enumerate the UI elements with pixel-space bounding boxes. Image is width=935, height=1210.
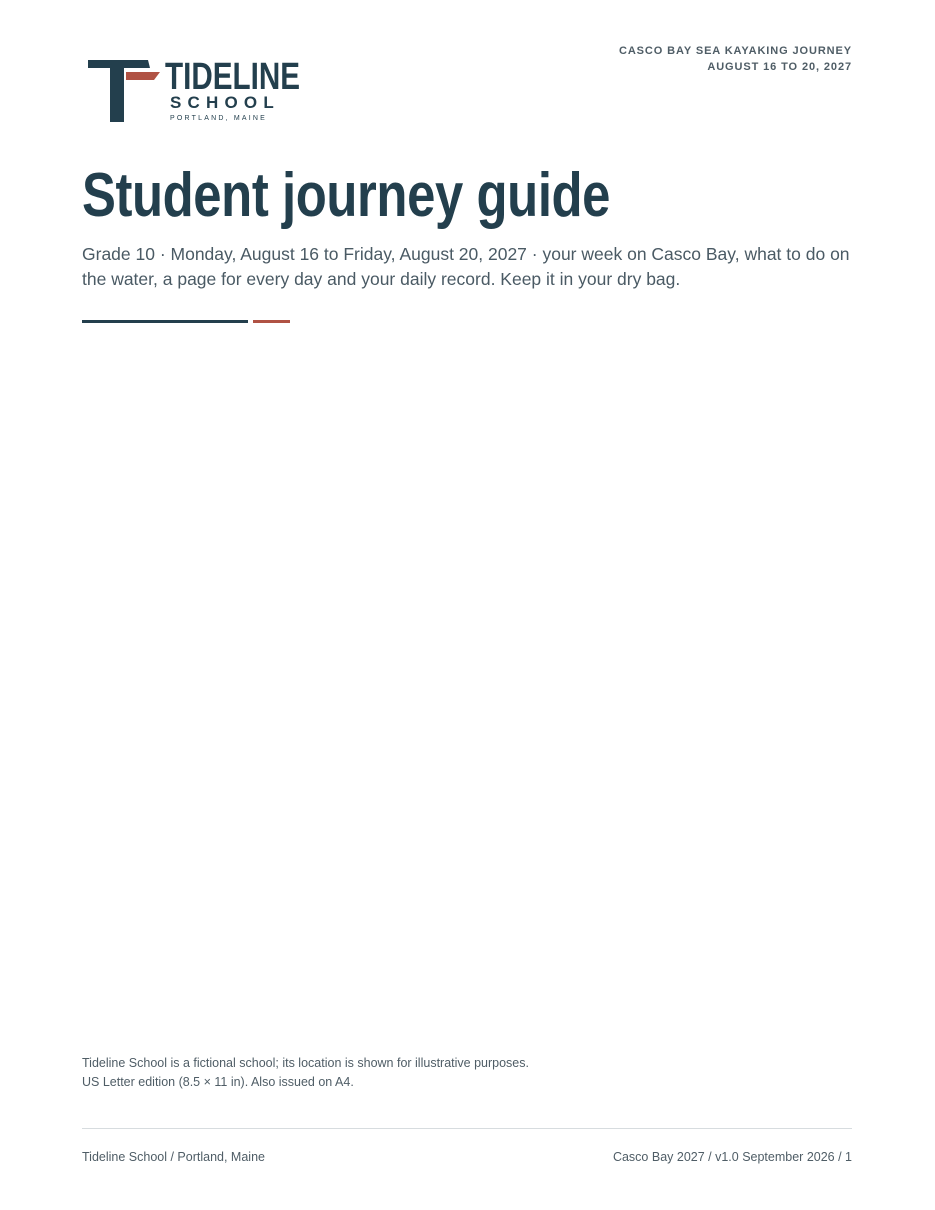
logo-wordmark: TIDELINE [165, 56, 301, 98]
footer-school: Tideline School / Portland, Maine [82, 1150, 265, 1164]
page-title: Student journey guide [82, 161, 611, 230]
title-divider-accent [253, 320, 290, 323]
logo-subtitle: SCHOOL [170, 93, 280, 112]
school-logo [88, 58, 318, 128]
intro-paragraph: Grade 10 · Monday, August 16 to Friday, August 20, 2027 · your week on Casco Bay, what to do on the water, a page for every day and your daily record. Keep it in your dry bag. [82, 244, 850, 289]
header-meta [619, 43, 852, 75]
edition-info: US Letter edition (8.5 × 11 in). Also issued on A4. [82, 1075, 354, 1089]
footer-divider [82, 1128, 852, 1129]
fiction-disclaimer: Tideline School is a fictional school; its location is shown for illustrative purposes. [82, 1056, 529, 1070]
tideline-t-logo-icon [88, 58, 164, 124]
logo-location: PORTLAND, MAINE [170, 115, 268, 122]
footer-version-page: Casco Bay 2027 / v1.0 September 2026 / 1 [612, 1150, 852, 1164]
title-divider-navy [82, 320, 248, 323]
trip-dates: AUGUST 16 TO 20, 2027 [707, 61, 852, 73]
edition-notes [82, 1054, 529, 1092]
trip-name: CASCO BAY SEA KAYAKING JOURNEY [618, 45, 852, 57]
